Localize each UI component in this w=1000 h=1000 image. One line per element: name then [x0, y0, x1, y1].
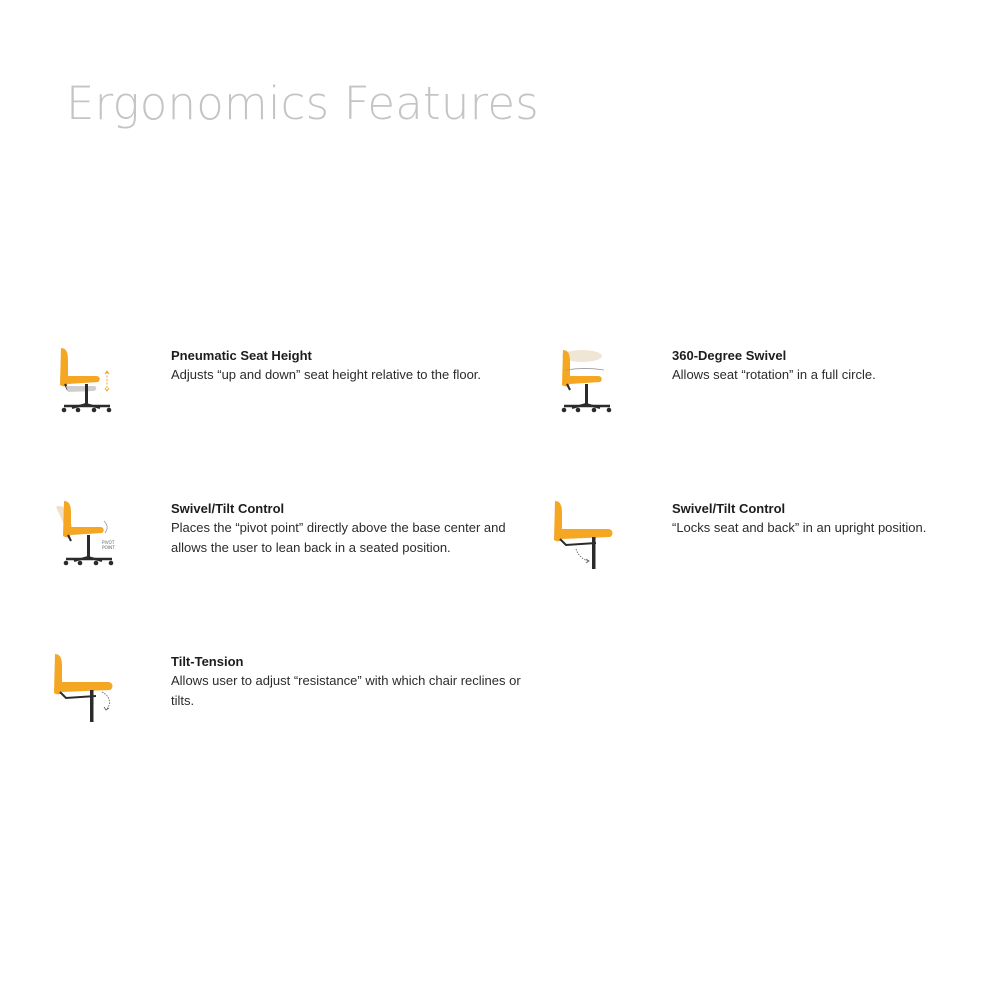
feature-title: Tilt-Tension	[171, 654, 244, 669]
page-title: Ergonomics Features	[66, 77, 539, 130]
feature-title: 360-Degree Swivel	[672, 348, 787, 363]
feature-description: “Locks seat and back” in an upright position.	[672, 520, 927, 535]
feature-tilt-tension	[52, 652, 521, 742]
feature-description: Allows user to adjust “resistance” with which chair reclines or tilts.	[171, 673, 521, 708]
chair-pivot-icon	[52, 499, 120, 579]
feature-description: Adjusts “up and down” seat height relative to the floor.	[171, 367, 482, 382]
feature-description: Allows seat “rotation” in a full circle.	[672, 367, 876, 382]
feature-pneumatic-seat-height	[52, 346, 482, 436]
point-label: POINT	[102, 545, 115, 550]
feature-swivel-tilt-control-pivot	[52, 499, 506, 589]
feature-title: Swivel/Tilt Control	[672, 501, 786, 516]
pivot-label: PIVOT	[102, 540, 115, 545]
feature-title: Pneumatic Seat Height	[171, 348, 312, 363]
feature-title: Swivel/Tilt Control	[171, 501, 285, 516]
feature-360-degree-swivel	[552, 346, 982, 436]
feature-description: Places the “pivot point” directly above the base center and allows the user to lean back in a seated position.	[171, 520, 506, 555]
chair-lock-icon	[552, 499, 620, 579]
chair-swivel-icon	[552, 346, 620, 426]
chair-height-icon	[52, 346, 120, 426]
feature-swivel-tilt-control-lock	[552, 499, 982, 589]
chair-tension-icon	[52, 652, 120, 732]
